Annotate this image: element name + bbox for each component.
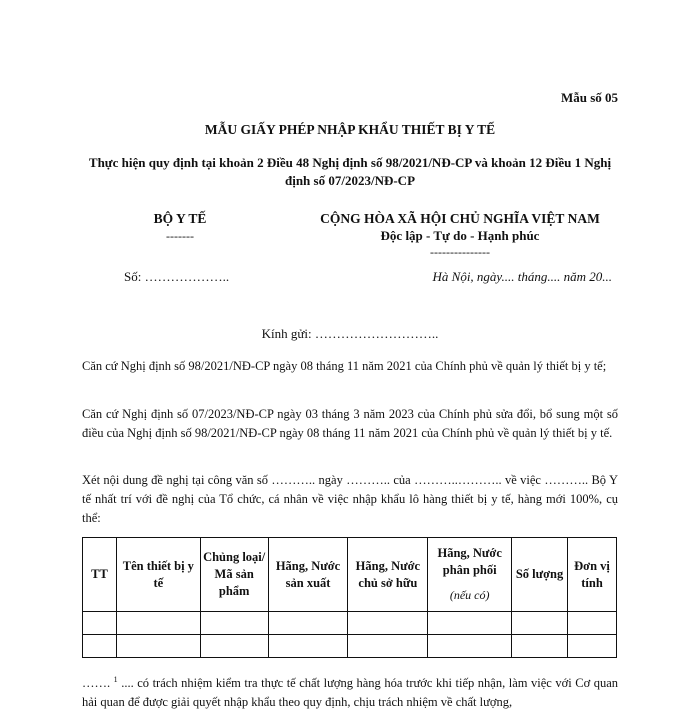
col-header-device-name: Tên thiết bị y tế (116, 538, 200, 612)
distributor-note: (nếu có) (449, 588, 490, 602)
table-cell (348, 612, 428, 635)
place-date: Hà Nội, ngày.... tháng.... năm 20... (432, 269, 612, 284)
paragraph-request: Xét nội dung đề nghị tại công văn số ……….. ngày ……….. của ………..……….. về việc ……….. Bộ Y tế nhất trí với đề nghị của Tổ chức, cá nhân về việc nhập khẩu lô hàng thiết bị y tế, hàng mới 100%, cụ thể: (82, 473, 618, 525)
table-row (83, 612, 617, 635)
col-header-manufacturer: Hãng, Nước sản xuất (268, 538, 348, 612)
document-number: Số: ……………….. (124, 269, 230, 284)
paragraph-legal-basis-1: Căn cứ Nghị định số 98/2021/NĐ-CP ngày 08 tháng 11 năm 2021 của Chính phủ về quản lý thiết bị y tế; (82, 359, 607, 373)
table-cell (268, 635, 348, 658)
table-cell (268, 612, 348, 635)
table-cell (568, 612, 617, 635)
document-title: MẪU GIẤY PHÉP NHẬP KHẨU THIẾT BỊ Y TẾ (204, 122, 496, 137)
col-header-unit: Đơn vị tính (568, 538, 617, 612)
table-cell (200, 612, 268, 635)
table-cell (512, 612, 568, 635)
footnote-marker: 1 (113, 675, 118, 684)
table-cell (568, 635, 617, 658)
table-cell (83, 612, 117, 635)
document-subtitle: Thực hiện quy định tại khoản 2 Điều 48 Nghị định số 98/2021/NĐ-CP và khoản 12 Điều 1 Nghị định số 07/2023/NĐ-CP (88, 155, 612, 188)
col-header-tt: TT (83, 538, 117, 612)
paragraph-legal-basis-2: Căn cứ Nghị định số 07/2023/NĐ-CP ngày 03 tháng 3 năm 2023 của Chính phủ sửa đổi, bổ sung một số điều của Nghị định số 98/2021/NĐ-CP ngày 08 tháng 11 năm 2021 của Chính phủ về quản lý thiết bị y tế. (82, 407, 618, 440)
nation-name: CỘNG HÒA XÃ HỘI CHỦ NGHĨA VIỆT NAM (320, 211, 600, 226)
col-header-model-code: Chủng loại/ Mã sản phẩm (200, 538, 268, 612)
footer-paragraph (82, 670, 618, 712)
table-cell (116, 635, 200, 658)
issuer-dashes: ------- (166, 229, 194, 243)
table-cell (512, 635, 568, 658)
footer-lead: ……. (82, 676, 111, 691)
table-header-row (83, 538, 617, 612)
table-cell (116, 612, 200, 635)
col-header-quantity: Số lượng (512, 538, 568, 612)
footer-text: .... có trách nhiệm kiểm tra thực tế chất lượng hàng hóa trước khi tiếp nhận, làm việc với Cơ quan hải quan để được giải quyết nhập khẩu theo quy định, chịu trách nhiệm về chất lượng, (82, 676, 619, 710)
col-header-owner: Hãng, Nước chủ sở hữu (348, 538, 428, 612)
table-cell (83, 635, 117, 658)
nation-dashes: --------------- (430, 245, 490, 259)
nation-motto: Độc lập - Tự do - Hạnh phúc (380, 228, 540, 243)
table-cell (348, 635, 428, 658)
table-row (83, 635, 617, 658)
import-items-table (82, 537, 617, 658)
issuer-name: BỘ Y TẾ (153, 211, 207, 226)
form-number: Mẫu số 05 (560, 90, 618, 105)
table-cell (200, 635, 268, 658)
table-cell (428, 635, 512, 658)
col-header-distributor: Hãng, Nước phân phối (nếu có) (428, 538, 512, 612)
greeting: Kính gửi: ……………………….. (261, 326, 439, 341)
table-cell (428, 612, 512, 635)
